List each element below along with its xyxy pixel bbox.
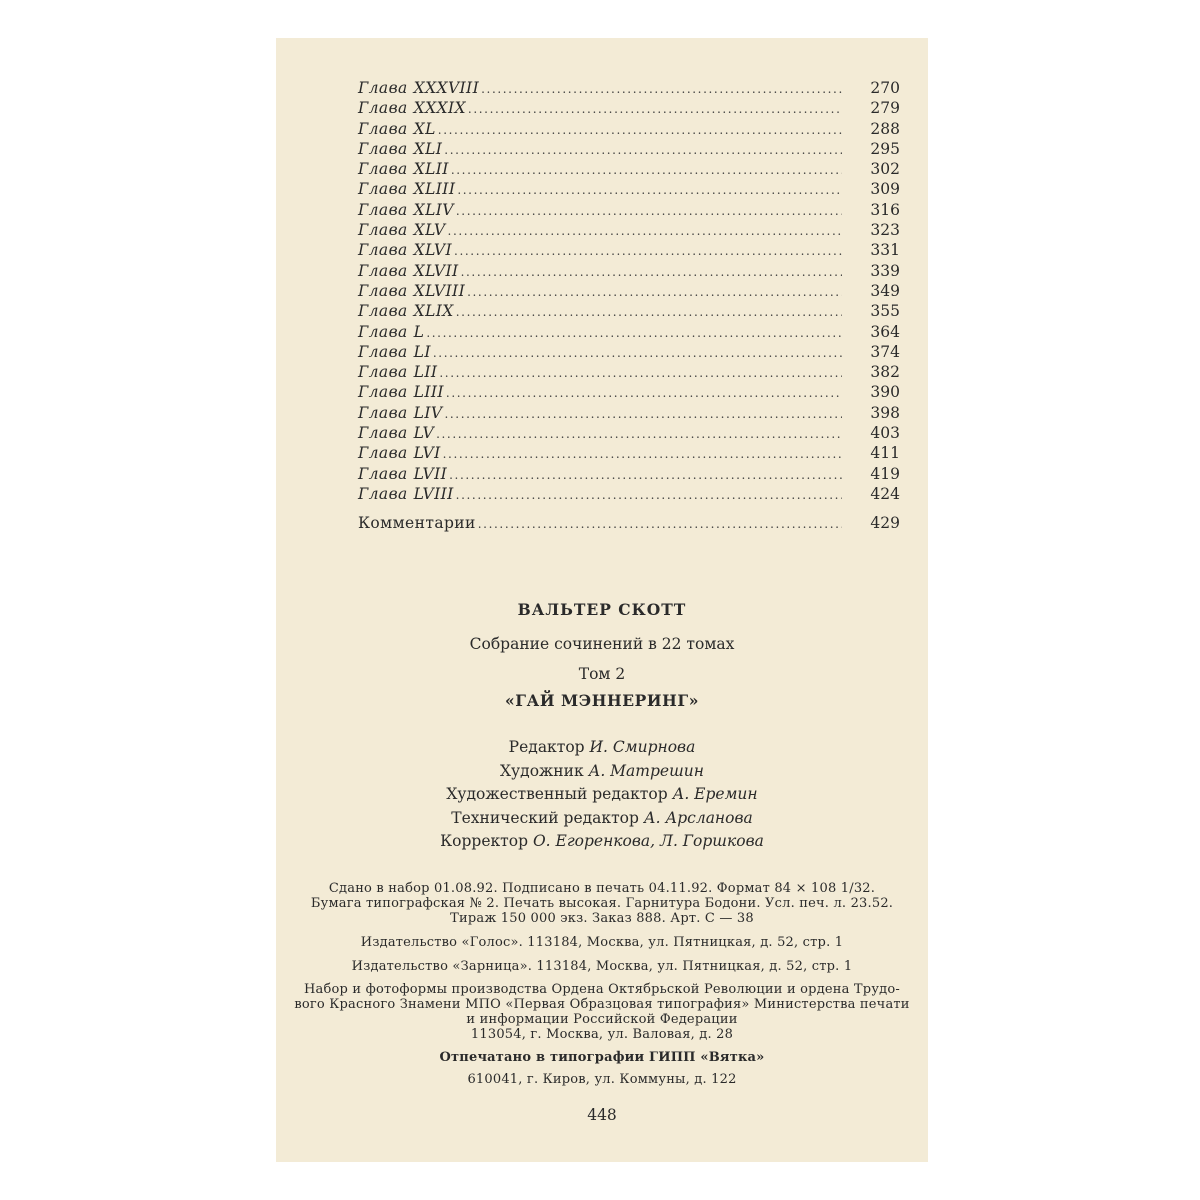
chapter-word: Глава xyxy=(358,342,408,361)
dot-leader xyxy=(448,221,842,241)
chapter-number: XXXIX xyxy=(413,99,466,118)
toc-entry xyxy=(358,179,900,199)
toc-entry-label xyxy=(358,484,454,504)
toc-entry-label xyxy=(358,78,479,98)
toc-entry-label xyxy=(358,179,455,199)
credit-name: И. Смирнова xyxy=(589,738,696,756)
chapter-word: Глава xyxy=(358,484,408,503)
chapter-word: Глава xyxy=(358,79,408,97)
chapter-number: XLV xyxy=(413,221,446,240)
credit-name: О. Егоренкова, Л. Горшкова xyxy=(532,832,764,850)
credit-line xyxy=(276,736,928,760)
credit-name: А. Еремин xyxy=(672,785,758,803)
toc-entry-label xyxy=(358,443,441,463)
toc-entry-label xyxy=(358,240,452,260)
dot-leader xyxy=(439,363,842,383)
chapter-number: LIV xyxy=(413,403,443,422)
toc-entry-label xyxy=(358,119,436,139)
imprint-line: Бумага типографская № 2. Печать высокая. Гарнитура Бодони. Усл. печ. л. 23.52. xyxy=(310,896,894,911)
toc-entry-label xyxy=(358,403,442,423)
chapter-word: Глава xyxy=(358,221,408,240)
chapter-number: LIII xyxy=(413,383,444,402)
toc-entry-label xyxy=(358,301,454,321)
printer-address: 610041, г. Киров, ул. Коммуны, д. 122 xyxy=(467,1072,737,1087)
toc-entry xyxy=(358,220,900,240)
dot-leader xyxy=(457,180,842,200)
publisher-line: Издательство «Голос». 113184, Москва, ул. Пятницкая, д. 52, стр. 1 xyxy=(360,935,844,950)
toc-page-number: 349 xyxy=(870,281,900,300)
chapter-word: Глава xyxy=(358,139,408,158)
toc-page-number: 331 xyxy=(870,241,900,260)
dot-leader xyxy=(451,160,842,180)
toc-entry xyxy=(358,78,900,98)
toc-page-number: 323 xyxy=(870,221,900,240)
credit-role: Художественный редактор xyxy=(446,785,668,803)
toc-page-number: 398 xyxy=(870,403,900,422)
toc-page-number: 288 xyxy=(870,119,900,138)
dot-leader xyxy=(456,302,842,322)
credit-line xyxy=(276,760,928,784)
chapter-number: XLIX xyxy=(413,302,454,321)
chapter-word: Глава xyxy=(358,464,408,483)
dot-leader xyxy=(449,465,842,485)
toc-page-number: 364 xyxy=(870,322,900,341)
toc-entry-label xyxy=(358,423,434,443)
dot-leader xyxy=(468,99,842,119)
toc-entry-label xyxy=(358,98,466,118)
toc-page-number: 419 xyxy=(870,464,900,483)
toc-entry-comments xyxy=(358,513,900,533)
dot-leader xyxy=(481,79,842,99)
dot-leader xyxy=(454,241,842,261)
imprint-line: Тираж 150 000 экз. Заказ 888. Арт. С — 38 xyxy=(450,911,754,926)
chapter-word: Глава xyxy=(358,281,408,300)
chapter-word: Глава xyxy=(358,200,408,219)
chapter-word: Глава xyxy=(358,322,408,341)
dot-leader xyxy=(461,262,842,282)
toc-page-number: 339 xyxy=(870,261,900,280)
toc-entry xyxy=(358,484,900,504)
toc-page-number: 279 xyxy=(870,99,900,118)
dot-leader xyxy=(433,343,842,363)
chapter-number: XLI xyxy=(413,139,443,158)
chapter-word: Глава xyxy=(358,99,408,118)
toc-page-number: 374 xyxy=(870,342,900,361)
toc-entry-label xyxy=(358,464,447,484)
toc-entry xyxy=(358,159,900,179)
toc-page-number: 309 xyxy=(870,180,900,199)
toc-page-number: 382 xyxy=(870,363,900,382)
toc-entry xyxy=(358,443,900,463)
dot-leader xyxy=(467,282,842,302)
chapter-number: LII xyxy=(413,363,438,382)
credit-name: А. Арсланова xyxy=(643,808,753,827)
production-line: 113054, г. Москва, ул. Валовая, д. 28 xyxy=(470,1027,734,1042)
chapter-word: Глава xyxy=(358,241,408,260)
chapter-number: LVI xyxy=(413,444,441,463)
credit-line xyxy=(276,807,928,831)
toc-entry xyxy=(358,139,900,159)
credit-role: Технический редактор xyxy=(451,808,639,827)
chapter-number: LVII xyxy=(413,464,448,483)
chapter-number: LI xyxy=(413,342,431,361)
toc-page-number: 295 xyxy=(870,139,900,158)
chapter-word: Глава xyxy=(358,180,408,199)
chapter-number: XL xyxy=(413,119,436,138)
chapter-number: L xyxy=(413,322,425,341)
toc-entry-label xyxy=(358,382,444,402)
toc-entry xyxy=(358,119,900,139)
credit-role: Корректор xyxy=(440,832,529,850)
toc-entry-label xyxy=(358,139,442,159)
credit-role: Редактор xyxy=(508,738,585,756)
toc-entry-label xyxy=(358,322,424,342)
toc-entry xyxy=(358,281,900,301)
collection-title: Собрание сочинений в 22 томах xyxy=(469,635,735,653)
toc-page-number: 429 xyxy=(870,514,900,533)
toc-page-number: 424 xyxy=(870,484,900,503)
chapter-word: Глава xyxy=(358,160,408,179)
chapter-word: Глава xyxy=(358,444,408,463)
production-line: и информации Российской Федерации xyxy=(466,1012,738,1027)
page-number: 448 xyxy=(587,1106,617,1124)
table-of-contents xyxy=(358,78,900,534)
dot-leader xyxy=(478,514,842,534)
toc-entry-label xyxy=(358,362,437,382)
production-details xyxy=(276,982,928,1042)
toc-entry xyxy=(358,403,900,423)
dot-leader xyxy=(443,444,842,464)
credit-name: А. Матрешин xyxy=(588,761,704,780)
toc-page-number: 390 xyxy=(870,383,900,402)
toc-entry-label: Комментарии xyxy=(358,514,476,533)
toc-entry-label xyxy=(358,281,465,301)
chapter-number: XXXVIII xyxy=(413,79,480,97)
dot-leader xyxy=(446,383,842,403)
toc-entry xyxy=(358,322,900,342)
toc-entry xyxy=(358,342,900,362)
author-name: ВАЛЬТЕР СКОТТ xyxy=(517,600,687,619)
toc-entry xyxy=(358,98,900,118)
toc-entry-label xyxy=(358,220,446,240)
dot-leader xyxy=(426,323,842,343)
toc-entry-label xyxy=(358,342,431,362)
toc-entry xyxy=(358,423,900,443)
dot-leader xyxy=(444,140,842,160)
toc-entry xyxy=(358,464,900,484)
toc-entry xyxy=(358,261,900,281)
toc-entry xyxy=(358,382,900,402)
chapter-number: LVIII xyxy=(413,484,454,503)
dot-leader xyxy=(456,485,842,505)
chapter-number: XLIII xyxy=(413,180,456,199)
chapter-word: Глава xyxy=(358,363,408,382)
chapter-number: XLIV xyxy=(413,200,454,219)
toc-page-number: 403 xyxy=(870,424,900,443)
dot-leader xyxy=(456,201,842,221)
volume-label: Том 2 xyxy=(578,665,626,683)
dot-leader xyxy=(444,404,842,424)
chapter-word: Глава xyxy=(358,302,408,321)
toc-entry xyxy=(358,240,900,260)
toc-entry xyxy=(358,301,900,321)
toc-entry xyxy=(358,200,900,220)
printer-line: Отпечатано в типографии ГИПП «Вятка» xyxy=(439,1050,765,1065)
book-title: «ГАЙ МЭННЕРИНГ» xyxy=(505,691,699,710)
chapter-word: Глава xyxy=(358,261,408,280)
production-line: Набор и фотоформы производства Ордена Октябрьской Революции и ордена Трудо- xyxy=(303,982,900,997)
toc-entry-label xyxy=(358,261,459,281)
chapter-word: Глава xyxy=(358,383,408,402)
credit-line xyxy=(276,830,928,854)
chapter-number: XLVIII xyxy=(413,281,466,300)
publisher-line: Издательство «Зарница». 113184, Москва, ул. Пятницкая, д. 52, стр. 1 xyxy=(351,959,853,974)
toc-entry-label xyxy=(358,200,454,220)
toc-page-number: 270 xyxy=(870,79,900,97)
imprint-details xyxy=(276,881,928,926)
credits-block xyxy=(276,736,928,854)
chapter-number: XLVII xyxy=(413,261,459,280)
toc-entry xyxy=(358,362,900,382)
chapter-number: XLII xyxy=(413,160,449,179)
book-page xyxy=(276,38,928,1162)
credit-role: Художник xyxy=(500,761,584,780)
dot-leader xyxy=(438,120,842,140)
toc-entry-label xyxy=(358,159,449,179)
production-line: вого Красного Знамени МПО «Первая Образцовая типография» Министерства печати xyxy=(294,997,910,1012)
credit-line xyxy=(276,783,928,807)
toc-page-number: 302 xyxy=(870,160,900,179)
chapter-word: Глава xyxy=(358,119,408,138)
chapter-number: LV xyxy=(413,424,435,443)
toc-page-number: 316 xyxy=(870,200,900,219)
imprint-line: Сдано в набор 01.08.92. Подписано в печать 04.11.92. Формат 84 × 108 1/32. xyxy=(328,881,876,896)
chapter-word: Глава xyxy=(358,403,408,422)
toc-page-number: 411 xyxy=(870,444,900,463)
chapter-word: Глава xyxy=(358,424,408,443)
toc-page-number: 355 xyxy=(870,302,900,321)
dot-leader xyxy=(436,424,842,444)
chapter-number: XLVI xyxy=(413,241,453,260)
